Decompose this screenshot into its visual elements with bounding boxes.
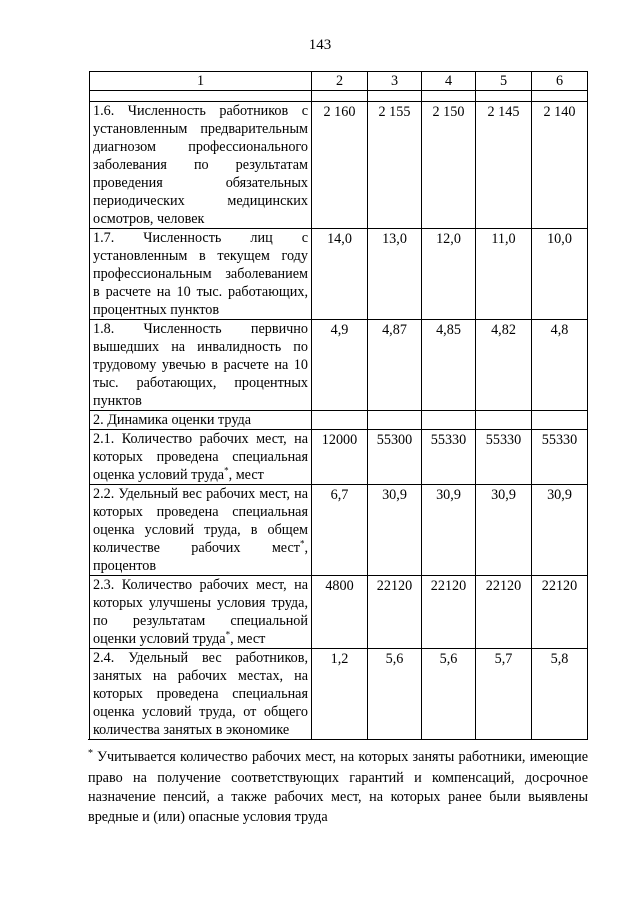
row-label [90,576,312,649]
row-value: 2 145 [476,102,532,229]
row-label-text: 2. Динамика оценки труда [93,412,252,428]
row-value: 14,0 [312,229,368,320]
row-value: 6,7 [312,485,368,576]
table-row [90,576,588,649]
row-label-text: 1.8. Численность первично вышедших на инвалидность по трудовому увечью в расчете на 10 тыс. работающих, процентных пунктов [93,321,308,409]
column-header: 4 [422,72,476,91]
footnote-text: Учитывается количество рабочих мест, на которых заняты работники, имеющие право на получение соответствующих гарантий и компенсаций, досрочное назначение пенсий, а также рабочих мест, на которых ранее были выявлены вредные и (или) опасные условия труда [88,749,588,825]
footnote-reference: * [299,538,305,549]
footnote [88,748,588,827]
row-label-text: 2.3. Количество рабочих мест, на которых улучшены условия труда, по результатам специальной оценки условий труда [93,577,308,647]
row-value: 12,0 [422,229,476,320]
row-value: 2 155 [368,102,422,229]
row-value: 4,82 [476,320,532,411]
column-header: 1 [90,72,312,91]
row-value [312,411,368,430]
row-value [532,411,588,430]
row-value: 5,6 [368,649,422,740]
row-value: 22120 [476,576,532,649]
column-header: 2 [312,72,368,91]
row-label-text: , мест [228,467,264,483]
row-value: 30,9 [476,485,532,576]
column-header: 3 [368,72,422,91]
table-spacer-row [90,91,588,102]
row-value: 2 140 [532,102,588,229]
row-value: 5,8 [532,649,588,740]
table-row [90,485,588,576]
footnote-reference: * [224,465,229,476]
row-value: 55330 [532,430,588,485]
row-label-text: 2.1. Количество рабочих мест, на которых проведена специальная оценка условий труда [93,431,308,483]
row-label [90,411,312,430]
footnote-mark: * [88,748,93,759]
row-label-text: 2.2. Удельный вес рабочих мест, на которых проведена специальная оценка условий труда, в общем количестве рабочих мест [93,486,308,556]
row-label [90,485,312,576]
row-value: 5,7 [476,649,532,740]
row-value: 55330 [422,430,476,485]
row-label-text: , мест [230,631,266,647]
row-label [90,649,312,740]
row-value: 4800 [312,576,368,649]
table-row [90,430,588,485]
row-value: 30,9 [368,485,422,576]
row-label [90,229,312,320]
row-label-text: 2.4. Удельный вес работников, занятых на рабочих местах, на которых проведена специальная оценка условий труда, от общего количества занятых в экономике [93,650,308,738]
section-header-row [90,411,588,430]
footnote-reference: * [225,629,231,640]
row-value: 55330 [476,430,532,485]
row-label [90,102,312,229]
table-header-row [90,72,588,91]
row-label-text: 1.7. Численность лиц с установленным в текущем году профессиональным заболеванием в расчете на 10 тыс. работающих, процентных пунктов [93,230,308,318]
row-value: 22120 [422,576,476,649]
row-label-text: , процентов [93,540,308,574]
row-value: 2 160 [312,102,368,229]
row-value: 5,6 [422,649,476,740]
row-value: 13,0 [368,229,422,320]
footnote-separator [88,739,285,740]
row-value: 30,9 [532,485,588,576]
row-value: 2 150 [422,102,476,229]
column-header: 6 [532,72,588,91]
row-value: 10,0 [532,229,588,320]
row-value: 22120 [532,576,588,649]
row-value: 4,87 [368,320,422,411]
table-row [90,320,588,411]
table-row [90,229,588,320]
row-value: 12000 [312,430,368,485]
table-row [90,102,588,229]
row-value: 30,9 [422,485,476,576]
data-table [89,71,588,740]
row-value: 1,2 [312,649,368,740]
row-value: 4,8 [532,320,588,411]
row-value: 55300 [368,430,422,485]
row-value: 11,0 [476,229,532,320]
row-value: 4,85 [422,320,476,411]
row-value [422,411,476,430]
table-row [90,649,588,740]
row-value [476,411,532,430]
column-header: 5 [476,72,532,91]
page-number: 143 [308,37,332,53]
row-value [368,411,422,430]
row-label [90,430,312,485]
row-label [90,320,312,411]
row-value: 4,9 [312,320,368,411]
row-label-text: 1.6. Численность работников с установленным предварительным диагнозом профессионального заболевания по результатам проведения обязательных периодических медицинских осмотров, человек [93,103,308,227]
row-value: 22120 [368,576,422,649]
